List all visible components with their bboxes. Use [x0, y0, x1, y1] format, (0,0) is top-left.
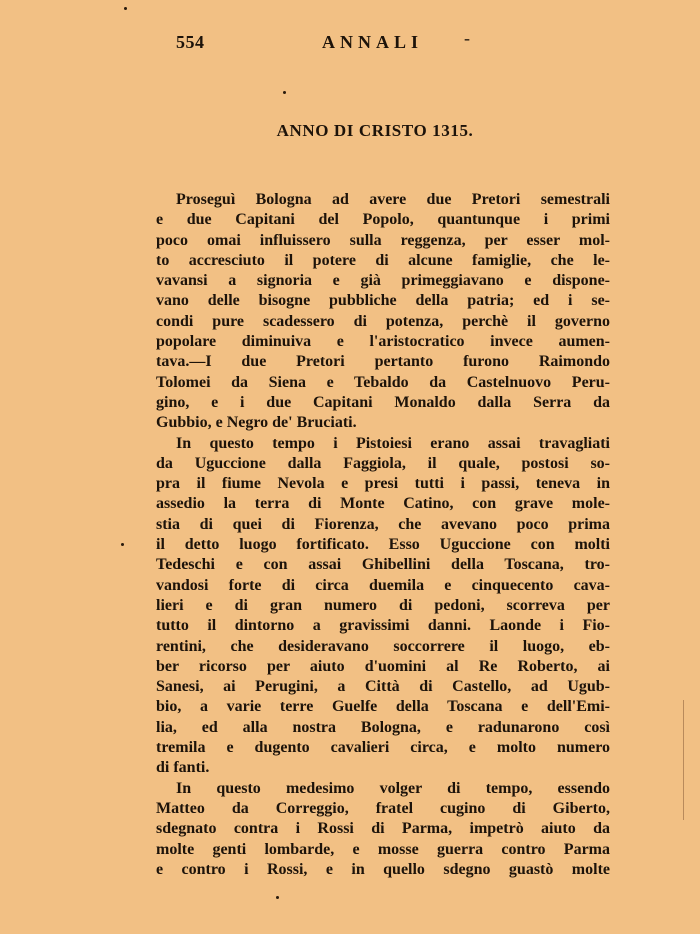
text-line: Tedeschi e con assai Ghibellini della Toscana, tro- [156, 556, 610, 574]
body-text [156, 190, 610, 880]
running-head [172, 28, 472, 56]
text-line: assedio la terra di Monte Catino, con grave mole- [156, 495, 610, 513]
ink-speck [121, 543, 124, 546]
text-line: ber ricorso per aiuto d'uomini al Re Roberto, ai [156, 657, 610, 675]
text-line: da Uguccione dalla Faggiola, il quale, postosi so- [156, 454, 610, 472]
text-line: vano delle bisogne pubbliche della patria; ed i se- [156, 292, 610, 310]
running-title: ANNALI [322, 32, 424, 52]
text-line: stia di quei di Fiorenza, che avevano poco prima [156, 515, 610, 533]
margin-shadow-line [683, 700, 684, 820]
text-line: Matteo da Correggio, fratel cugino di Giberto, [156, 799, 610, 817]
header-dash-mark: - [464, 28, 470, 48]
text-line: Proseguì Bologna ad avere due Pretori semestrali [176, 191, 610, 208]
text-line: di fanti. [156, 759, 210, 777]
text-line: In questo tempo i Pistoiesi erano assai travagliati [176, 434, 610, 452]
text-line: e contro i Rossi, e in quello sdegno guastò molte [156, 860, 610, 878]
ink-speck [124, 7, 127, 10]
text-line: popolare diminuiva e l'aristocratico invece aumen- [156, 333, 610, 351]
year-heading: ANNO DI CRISTO 1315. [276, 121, 474, 140]
text-line: tutto il dintorno a gravissimi danni. Laonde i Fio- [156, 617, 610, 635]
text-line: poco omai influissero sulla reggenza, per esser mol- [156, 231, 610, 249]
text-line: vandosi forte di circa duemila e cinquecento cava- [156, 576, 610, 594]
text-line: molte genti lombarde, e mosse guerra contro Parma [156, 840, 610, 858]
text-line: Tolomei da Siena e Tebaldo da Castelnuovo Peru- [156, 373, 610, 391]
text-line: rentini, che desideravano soccorrere il luogo, eb- [156, 637, 610, 655]
ink-speck [276, 896, 279, 899]
text-line: bio, a varie terre Guelfe della Toscana e dell'Emi- [156, 698, 610, 716]
text-line: tava.—I due Pretori pertanto furono Raimondo [156, 353, 610, 371]
text-line: to accresciuto il potere di alcune famiglie, che le- [156, 251, 610, 269]
text-line: Gubbio, e Negro de' Bruciati. [156, 414, 357, 432]
text-line: pra il fiume Nevola e presi tutti i passi, teneva in [156, 475, 610, 493]
text-line: tremila e dugento cavalieri circa, e molto numero [156, 739, 610, 757]
text-line: gino, e i due Capitani Monaldo dalla Serra da [156, 393, 610, 411]
text-line: e due Capitani del Popolo, quantunque i primi [156, 211, 610, 229]
page-number: 554 [176, 32, 205, 52]
text-line: il detto luogo fortificato. Esso Uguccione con molti [156, 536, 610, 554]
text-line: lia, ed alla nostra Bologna, e radunarono così [156, 718, 610, 736]
text-line: vavansi a signoria e già primeggiavano e dispone- [156, 272, 610, 290]
text-line: Sanesi, ai Perugini, a Città di Castello, ad Ugub- [156, 678, 610, 696]
ink-speck [283, 91, 286, 94]
text-line: In questo medesimo volger di tempo, essendo [176, 779, 610, 797]
text-line: condi pure scadessero di potenza, perchè il governo [156, 312, 610, 330]
text-line: sdegnato contra i Rossi di Parma, impetrò aiuto da [156, 820, 610, 838]
text-line: lieri e di gran numero di pedoni, scorreva per [156, 596, 610, 614]
